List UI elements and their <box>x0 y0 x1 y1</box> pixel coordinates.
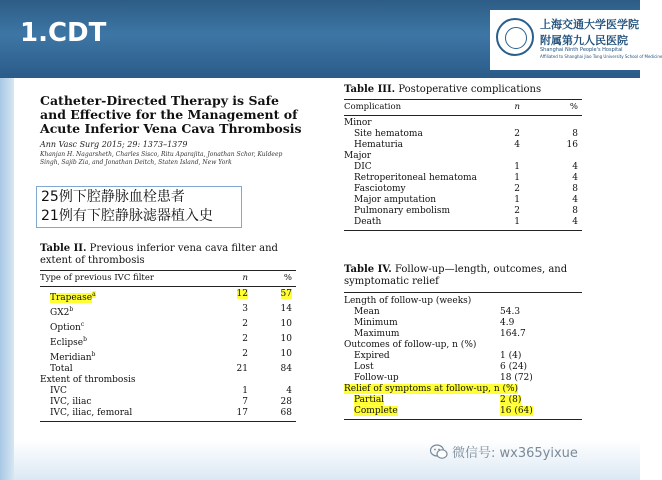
table-2-row-pct-value: 10 <box>280 334 292 344</box>
table-3-row-label <box>344 184 496 195</box>
table-2-caption-text: Previous inferior vena cava filter and extent of thrombosis <box>40 243 278 266</box>
table-4-row-value <box>500 351 582 362</box>
table-2-header <box>40 273 296 284</box>
table-3-row-label-text: Fasciotomy <box>354 184 406 194</box>
table-3-header-complication: Complication <box>344 102 402 112</box>
table-3-row-pct-value: 4 <box>572 162 578 172</box>
table-4-top-rule <box>344 292 582 293</box>
table-2-body <box>40 289 296 419</box>
table-3-row-pct-value: 4 <box>572 173 578 183</box>
table-3-row <box>344 140 582 151</box>
table-3-header-pct: % <box>569 102 578 112</box>
table-4-row-value <box>518 384 582 395</box>
table-3-row-pct-value: 8 <box>572 206 578 216</box>
table-4-row <box>344 373 582 384</box>
table-2 <box>40 243 296 422</box>
table-4-row-value <box>500 395 582 406</box>
table-2-row-pct <box>248 319 296 334</box>
table-4-caption-text: Follow-up—length, outcomes, and symptomatic relief <box>344 264 568 287</box>
table-3-header-n: n <box>514 102 520 112</box>
table-3-row <box>344 129 582 140</box>
table-2-row-n <box>214 364 248 375</box>
table-2-row-n <box>214 334 248 349</box>
table-2-row-footnote: b <box>91 351 96 358</box>
table-2-row-pct-value: 28 <box>280 397 292 407</box>
table-4-row-label-text: Lost <box>354 362 374 372</box>
table-3-row-label <box>344 118 496 129</box>
table-4-row <box>344 384 582 395</box>
table-2-row-label <box>40 289 214 304</box>
table-3-row-label-text: Death <box>354 217 382 227</box>
hospital-logo <box>490 10 662 70</box>
hospital-seal-icon <box>496 18 534 56</box>
table-3-row-label <box>344 162 496 173</box>
table-2-caption <box>40 243 296 267</box>
table-2-row-n-value: 21 <box>236 364 248 374</box>
wechat-watermark: 微信号: wx365yixue <box>452 446 578 461</box>
table-2-row <box>40 386 296 397</box>
table-2-row-label-text: Trapease <box>50 293 93 303</box>
table-2-top-rule <box>40 270 296 271</box>
table-3-row-pct-value: 4 <box>572 195 578 205</box>
table-4-row-value <box>500 362 582 373</box>
table-3-row-n-value: 1 <box>514 217 520 227</box>
table-3-row-n <box>496 162 520 173</box>
table-4-row <box>344 351 582 362</box>
table-3-bottom-rule <box>344 230 582 231</box>
table-4-row-label-text: Relief of symptoms at follow-up, n (%) <box>344 384 519 394</box>
table-4-row-value-text: 18 (72) <box>500 373 533 383</box>
table-3-row-n <box>496 173 520 184</box>
table-4-row-label-text: Maximum <box>354 329 400 339</box>
table-2-row-footnote: b <box>83 336 87 343</box>
table-2-row-label-text: Eclipse <box>50 338 84 348</box>
logo-hospital-name: 附属第九人民医院 <box>540 34 628 47</box>
table-4-row-value <box>500 307 582 318</box>
table-2-row-footnote: b <box>69 306 74 313</box>
table-2-row-label <box>40 375 214 386</box>
table-2-row-n-value: 2 <box>242 334 248 344</box>
table-3-row-pct <box>520 129 582 140</box>
logo-english-name: Shanghai Ninth People's Hospital <box>540 47 623 53</box>
logo-university-name: 上海交通大学医学院 <box>540 18 639 31</box>
table-4-row-label-text: Follow-up <box>354 373 399 383</box>
table-3-row-pct <box>520 118 582 129</box>
table-2-row-n-value: 2 <box>242 349 248 359</box>
table-3-row-label-text: Minor <box>344 118 372 128</box>
table-2-row <box>40 364 296 375</box>
table-4-row-label <box>344 351 500 362</box>
table-3-row-n <box>496 184 520 195</box>
table-2-row-n-value: 3 <box>242 304 248 314</box>
table-4-row-value <box>500 329 582 340</box>
table-3-row-label-text: Retroperitoneal hematoma <box>354 173 477 183</box>
table-2-row <box>40 375 296 386</box>
table-3-row-pct <box>520 195 582 206</box>
table-2-row-label-text: GX2 <box>50 308 70 318</box>
table-3-row-n <box>496 151 520 162</box>
table-3-row-n <box>496 118 520 129</box>
table-2-row-pct-value: 57 <box>280 289 292 299</box>
table-4-row-label <box>344 406 500 417</box>
annotation-box <box>36 186 242 228</box>
table-4-row-label-text: Outcomes of follow-up, n (%) <box>344 340 477 350</box>
table-3-row <box>344 118 582 129</box>
table-2-row-n <box>214 349 248 364</box>
table-2-row <box>40 349 296 364</box>
table-2-row-n <box>214 397 248 408</box>
table-2-row-label-text: IVC, iliac, femoral <box>50 408 133 418</box>
table-4-row-value-text: 54.3 <box>500 307 521 317</box>
table-3-row-label-text: Hematuria <box>354 140 404 150</box>
table-2-row-label <box>40 304 214 319</box>
table-4-body <box>344 296 582 417</box>
table-2-row-pct <box>248 397 296 408</box>
table-2-row-n-value: 2 <box>242 319 248 329</box>
table-4-row-value <box>500 340 582 351</box>
table-3-row-n-value: 2 <box>514 129 520 139</box>
table-4 <box>344 264 582 420</box>
table-3-row <box>344 206 582 217</box>
table-2-row-label <box>40 364 214 375</box>
table-3-row-pct <box>520 173 582 184</box>
table-2-row-pct <box>248 408 296 419</box>
table-4-row-label <box>344 329 500 340</box>
table-4-row <box>344 296 582 307</box>
table-2-row-n <box>214 386 248 397</box>
table-2-row-label-text: Extent of thrombosis <box>40 375 136 385</box>
table-3-row-pct <box>520 184 582 195</box>
table-4-row-value-text: 4.9 <box>500 318 515 328</box>
table-4-row-value-text: 164.7 <box>500 329 526 339</box>
table-3-row-n-value: 2 <box>514 184 520 194</box>
table-4-row-value-text: 16 (64) <box>500 406 533 416</box>
table-2-row-label <box>40 397 214 408</box>
table-3-row-label <box>344 173 496 184</box>
table-4-row-label-text: Length of follow-up (weeks) <box>344 296 472 306</box>
table-3-row-n-value: 2 <box>514 206 520 216</box>
table-2-header-rule <box>40 286 296 287</box>
table-2-row-label-text: Total <box>50 364 73 374</box>
table-2-row-pct <box>248 349 296 364</box>
annotation-line-2: 21例有下腔静脉滤器植入史 <box>41 208 213 224</box>
table-3-row <box>344 195 582 206</box>
table-4-row-label <box>344 373 500 384</box>
table-3-row-n <box>496 140 520 151</box>
table-4-row <box>344 395 582 406</box>
table-2-row-pct-value: 10 <box>280 349 292 359</box>
table-2-row-n-value: 12 <box>236 289 248 299</box>
table-2-row-label-text: IVC <box>50 386 67 396</box>
table-4-row <box>344 307 582 318</box>
table-4-row-label-text: Partial <box>354 395 385 405</box>
table-4-row-value-text: 2 (8) <box>500 395 522 405</box>
table-3-row <box>344 162 582 173</box>
table-3-caption <box>344 84 582 96</box>
table-2-row-pct <box>248 386 296 397</box>
table-4-row-value <box>500 296 582 307</box>
table-3-body <box>344 118 582 228</box>
table-4-row <box>344 362 582 373</box>
table-2-row-n-value: 7 <box>242 397 248 407</box>
article-citation: Ann Vasc Surg 2015; 29: 1373–1379 <box>40 140 188 149</box>
table-2-row-label <box>40 334 214 349</box>
table-2-row-label-text: IVC, iliac <box>50 397 92 407</box>
slide-header <box>0 0 662 78</box>
table-2-row-pct <box>248 304 296 319</box>
table-2-row-pct-value: 68 <box>280 408 292 418</box>
table-2-row-pct <box>248 334 296 349</box>
table-4-row-label <box>344 362 500 373</box>
table-2-header-n: n <box>242 273 248 283</box>
article-title: Catheter-Directed Therapy is Safe and Effective for the Management of Acute Inferior Vena Cava Thrombosis <box>40 93 302 136</box>
table-3-row-n <box>496 217 520 228</box>
annotation-line-1: 25例下腔静脉血栓患者 <box>41 189 185 205</box>
table-3-row-label-text: DIC <box>354 162 372 172</box>
table-2-row-label <box>40 408 214 419</box>
table-3-row-label-text: Site hematoma <box>354 129 423 139</box>
table-2-row <box>40 397 296 408</box>
table-2-row <box>40 289 296 304</box>
table-3-row-n-value: 4 <box>514 140 520 150</box>
table-2-row-pct <box>248 375 296 386</box>
table-4-row <box>344 318 582 329</box>
table-2-header-type: Type of previous IVC filter <box>40 273 154 283</box>
table-4-row-value <box>500 318 582 329</box>
table-3-row-label-text: Major <box>344 151 372 161</box>
table-3-header <box>344 102 582 113</box>
table-4-row-value <box>500 406 582 417</box>
table-3 <box>344 84 582 231</box>
table-4-caption <box>344 264 574 288</box>
table-4-row-label <box>344 318 500 329</box>
table-2-row-label <box>40 349 214 364</box>
table-3-row-label-text: Pulmonary embolism <box>354 206 451 216</box>
table-2-row <box>40 304 296 319</box>
table-3-caption-text: Postoperative complications <box>398 84 542 95</box>
table-4-row-value-text: 6 (24) <box>500 362 528 372</box>
table-3-row-label <box>344 206 496 217</box>
table-2-row-pct <box>248 364 296 375</box>
table-2-row <box>40 319 296 334</box>
table-3-row-n <box>496 195 520 206</box>
table-2-row-label <box>40 319 214 334</box>
article-authors: Khanjan H. Nagarsheth, Charles Sisco, Ritu Aparajita, Jonathan Schor, Kuldeep Singh, Sajib Zia, and Jonathan Deitch, Staten Island, New York <box>40 151 283 166</box>
table-3-row-label <box>344 217 496 228</box>
table-4-row <box>344 340 582 351</box>
table-4-bottom-rule <box>344 419 582 420</box>
table-4-row-label <box>344 384 518 395</box>
table-2-row-label-text: Option <box>50 323 81 333</box>
table-4-row-label <box>344 395 500 406</box>
table-3-label: Table III. <box>344 84 396 95</box>
table-4-row <box>344 406 582 417</box>
table-3-row-label <box>344 151 496 162</box>
table-4-row-label <box>344 340 500 351</box>
table-4-row-label-text: Minimum <box>354 318 398 328</box>
table-2-header-pct: % <box>283 273 292 283</box>
table-3-row-n-value: 1 <box>514 195 520 205</box>
table-2-row-label <box>40 386 214 397</box>
slide-title: 1.CDT <box>20 18 107 48</box>
table-2-row-pct-value: 4 <box>286 386 292 396</box>
table-3-row <box>344 173 582 184</box>
table-2-row-pct-value: 10 <box>280 319 292 329</box>
table-4-row-value <box>500 373 582 384</box>
table-4-row-label-text: Mean <box>354 307 380 317</box>
table-3-header-rule <box>344 115 582 116</box>
table-3-top-rule <box>344 99 582 100</box>
table-3-row-n-value: 1 <box>514 173 520 183</box>
table-3-row-n <box>496 206 520 217</box>
table-3-row-n-value: 1 <box>514 162 520 172</box>
table-3-row-pct-value: 4 <box>572 217 578 227</box>
table-3-row-label <box>344 140 496 151</box>
table-2-row-footnote: c <box>80 321 85 328</box>
table-2-row-footnote: a <box>92 291 96 298</box>
table-2-row-pct-value: 84 <box>280 364 292 374</box>
table-2-label: Table II. <box>40 243 87 254</box>
table-3-row-pct <box>520 217 582 228</box>
table-2-row-n <box>214 408 248 419</box>
table-3-row <box>344 184 582 195</box>
table-3-row <box>344 151 582 162</box>
logo-english-affiliation: Affiliated to Shanghai Jiao Tong University School of Medicine <box>540 54 662 59</box>
side-decoration <box>0 78 14 480</box>
table-3-row-pct-value: 16 <box>566 140 578 150</box>
table-2-row-n <box>214 289 248 304</box>
table-2-row-pct <box>248 289 296 304</box>
table-4-row <box>344 329 582 340</box>
table-2-row-n-value: 17 <box>236 408 248 418</box>
table-4-row-label-text: Expired <box>354 351 390 361</box>
table-3-row-label-text: Major amputation <box>354 195 437 205</box>
table-3-row-pct <box>520 140 582 151</box>
table-3-row-pct <box>520 151 582 162</box>
table-3-row-pct <box>520 162 582 173</box>
table-4-row-label <box>344 307 500 318</box>
table-3-row <box>344 217 582 228</box>
wechat-icon <box>430 444 448 460</box>
table-4-row-label <box>344 296 500 307</box>
table-2-row-n <box>214 304 248 319</box>
table-3-row-pct-value: 8 <box>572 129 578 139</box>
table-2-row <box>40 408 296 419</box>
table-3-row-n <box>496 129 520 140</box>
table-2-row <box>40 334 296 349</box>
table-2-row-n-value: 1 <box>242 386 248 396</box>
table-3-row-pct <box>520 206 582 217</box>
table-4-row-label-text: Complete <box>354 406 398 416</box>
table-3-row-label <box>344 195 496 206</box>
table-2-row-n <box>214 319 248 334</box>
table-3-row-label <box>344 129 496 140</box>
table-2-row-pct-value: 14 <box>280 304 292 314</box>
table-2-bottom-rule <box>40 421 296 422</box>
table-4-row-value-text: 1 (4) <box>500 351 522 361</box>
table-4-label: Table IV. <box>344 264 392 275</box>
table-2-row-n <box>214 375 248 386</box>
table-3-row-pct-value: 8 <box>572 184 578 194</box>
table-2-row-label-text: Meridian <box>50 353 92 363</box>
